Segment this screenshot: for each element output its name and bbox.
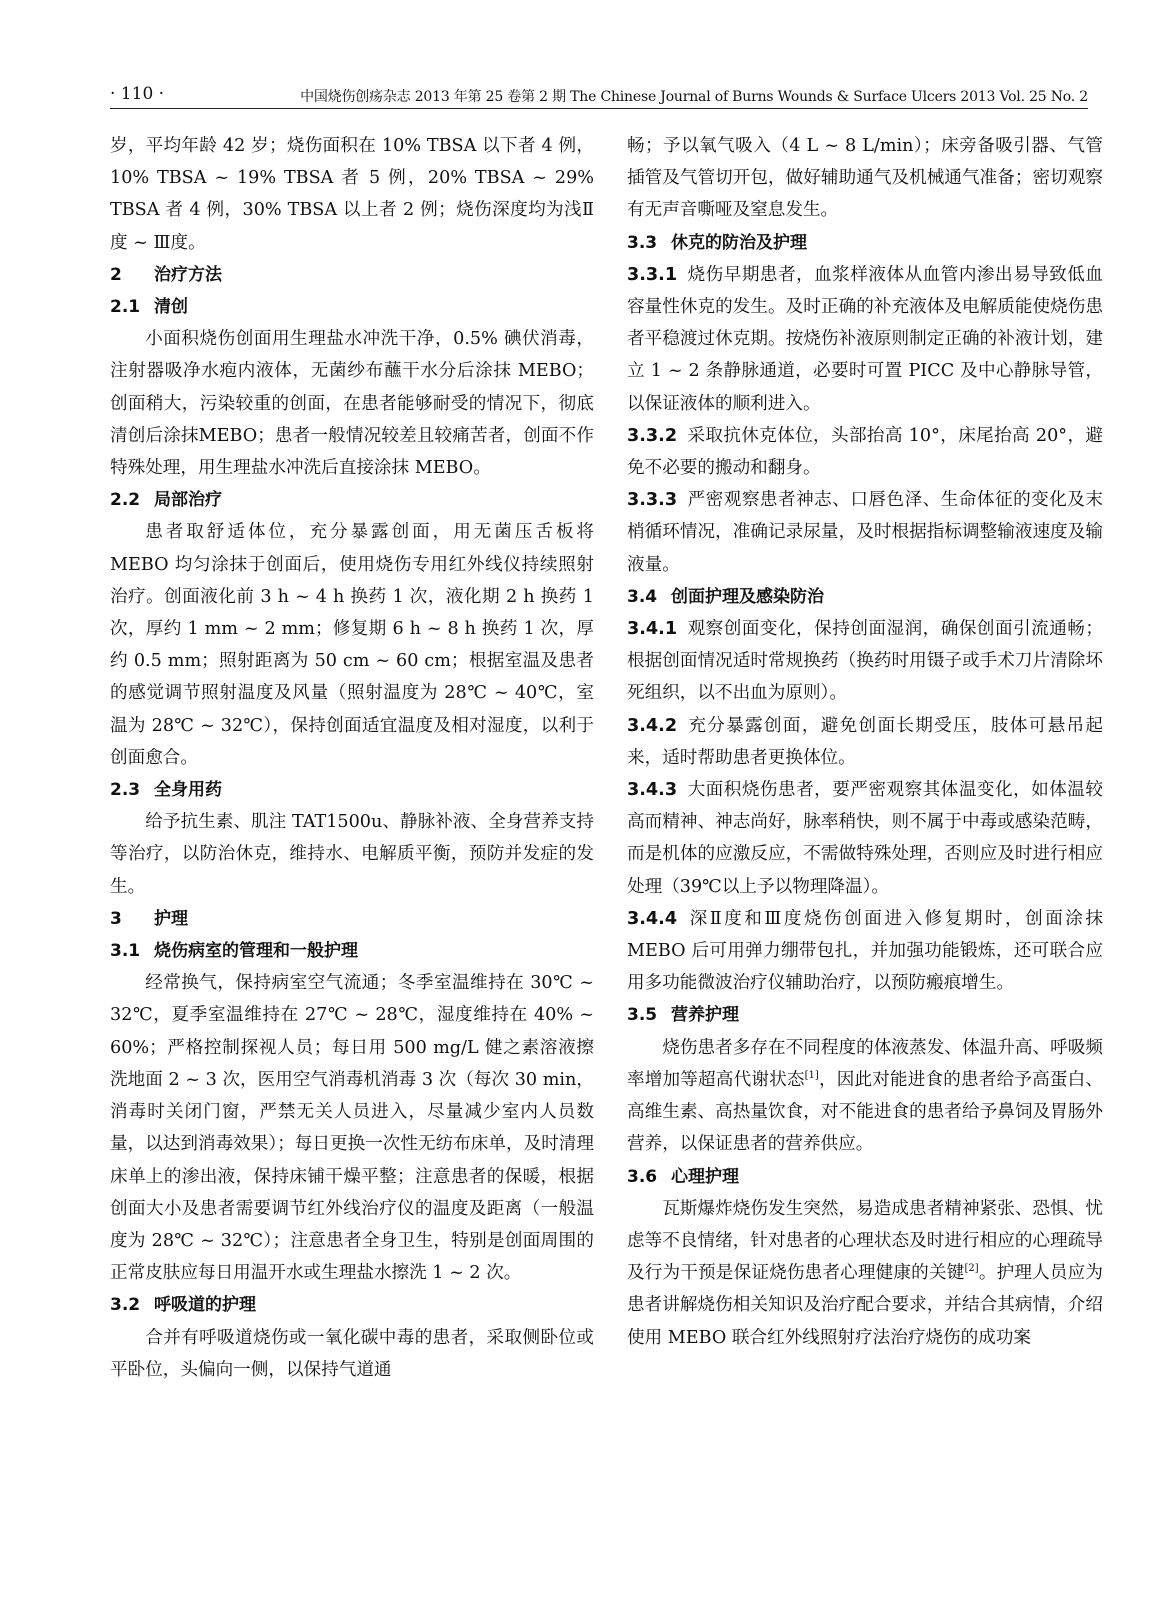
- paragraph-number: 3.4.1: [627, 619, 678, 640]
- section-title: 全身用药: [154, 780, 222, 801]
- paragraph: [627, 1032, 1103, 1161]
- section-number: 3.4: [627, 586, 658, 607]
- section-number: 3: [110, 908, 122, 929]
- subsection-heading: [627, 581, 1103, 613]
- section-number: 2.2: [110, 490, 141, 511]
- subsection-heading: [110, 1289, 594, 1321]
- subsection-heading: [110, 484, 594, 516]
- right-column: [627, 130, 1103, 1354]
- section-title: 烧伤病室的管理和一般护理: [154, 941, 358, 962]
- numbered-paragraph: [627, 420, 1103, 484]
- subsection-heading: [110, 291, 594, 323]
- citation-ref: [1]: [804, 1070, 819, 1082]
- paragraph-number: 3.4.2: [627, 715, 678, 736]
- paragraph-text: 瓦斯爆炸烧伤发生突然，易造成患者精神紧张、恐惧、忧虑等不良情绪，针对患者的心理状态及时进行相应的心理疏导及行为干预是保证烧伤患者心理健康的关键: [627, 1198, 1103, 1284]
- paragraph: 畅；予以氧气吸入（4 L ~ 8 L/min）；床旁备吸引器、气管插管及气管切开包，做好辅助通气及机械通气准备；密切观察有无声音嘶哑及窒息发生。: [627, 136, 1103, 221]
- section-number: 2.3: [110, 780, 141, 801]
- left-column: [110, 130, 594, 1386]
- paragraph-text: 烧伤早期患者，血浆样液体从血管内渗出易导致低血容量性休克的发生。及时正确的补充液体及电解质能使烧伤患者平稳渡过休克期。按烧伤补液原则制定正确的补液计划，建立 1 ~ 2 条静脉通道，必要时可置 PICC 及中心静脉导管，以保证液体的顺利进入。: [627, 264, 1103, 414]
- running-header: [110, 84, 1088, 108]
- numbered-paragraph: [627, 613, 1103, 710]
- numbered-paragraph: [627, 774, 1103, 903]
- page-number: · 110 ·: [110, 84, 165, 104]
- numbered-paragraph: [627, 710, 1103, 774]
- paragraph-text: 烧伤患者多存在不同程度的体液蒸发、体温升高、呼吸频率增加等超高代谢状态: [627, 1037, 1103, 1090]
- paragraph-text: 采取抗休克体位，头部抬高 10°，床尾抬高 20°，避免不必要的搬动和翻身。: [627, 425, 1103, 479]
- citation-ref: [2]: [964, 1263, 979, 1275]
- paragraph: 经常换气，保持病室空气流通；冬季室温维持在 30℃ ~ 32℃，夏季室温维持在 27℃ ~ 28℃，湿度维持在 40% ~ 60%；严格控制探视人员；每日用 500 mg/L 健之素溶液擦洗地面 2 ~ 3 次，医用空气消毒机消毒 3 次（每次 30 min，消毒时关闭门窗，严禁无关人员进入，尽量减少室内人员数量，以达到消毒效果）；每日更换一次性无纺布床单，及时清理床单上的渗出液，保持床铺干燥平整；注意患者的保暖，根据创面大小及患者需要调节红外线治疗仪的温度及距离（一般温度为 28℃ ~ 32℃）；注意患者全身卫生，特别是创面周围的正常皮肤应每日用温开水或生理盐水擦洗 1 ~ 2 次。: [110, 973, 594, 1284]
- paragraph: 小面积烧伤创面用生理盐水冲洗干净，0.5% 碘伏消毒，注射器吸净水疱内液体，无菌纱布蘸干水分后涂抹 MEBO；创面稍大，污染较重的创面，在患者能够耐受的情况下，彻底清创后涂抹MEBO；患者一般情况较差且较痛苦者，创面不作特殊处理，用生理盐水冲洗后直接涂抹 MEBO。: [110, 329, 594, 479]
- paragraph-text: 严密观察患者神志、口唇色泽、生命体征的变化及末梢循环情况，准确记录尿量，及时根据指标调整输液速度及输液量。: [627, 490, 1103, 575]
- paragraph: [627, 1193, 1103, 1354]
- numbered-paragraph: [627, 484, 1103, 581]
- section-number: 2: [110, 264, 122, 285]
- subsection-heading: [110, 935, 594, 967]
- section-title: 休克的防治及护理: [671, 232, 807, 253]
- paragraph-number: 3.4.4: [627, 908, 678, 929]
- section-title: 营养护理: [671, 1005, 739, 1026]
- paragraph-text: 大面积烧伤患者，要严密观察其体温变化，如体温较高而精神、神志尚好，脉率稍快，则不属于中毒或感染范畴，而是机体的应激反应，不需做特殊处理，否则应及时进行相应处理（39℃以上予以物理降温）。: [627, 780, 1103, 897]
- paragraph-text: 观察创面变化，保持创面湿润，确保创面引流通畅；根据创面情况适时常规换药（换药时用镊子或手术刀片清除坏死组织，以不出血为原则）。: [627, 619, 1103, 704]
- paragraph-number: 3.4.3: [627, 780, 678, 801]
- subsection-heading: [110, 774, 594, 806]
- paragraph-number: 3.3.3: [627, 490, 678, 511]
- section-number: 2.1: [110, 297, 141, 318]
- paragraph-number: 3.3.2: [627, 425, 678, 446]
- paragraph-text: 充分暴露创面，避免创面长期受压，肢体可悬吊起来，适时帮助患者更换体位。: [627, 715, 1103, 768]
- subsection-heading: [627, 1161, 1103, 1193]
- paragraph-number: 3.3.1: [627, 264, 678, 285]
- section-heading: [110, 903, 594, 935]
- subsection-heading: [627, 999, 1103, 1031]
- journal-running-title: 中国烧伤创疡杂志 2013 年第 25 卷第 2 期 The Chinese Journal of Burns Wounds & Surface Ulcers 2013 Vol. 25 No. 2: [300, 89, 1088, 105]
- paragraph: 合并有呼吸道烧伤或一氧化碳中毒的患者，采取侧卧位或平卧位，头偏向一侧，以保持气道通: [110, 1327, 594, 1380]
- section-title: 局部治疗: [154, 490, 222, 511]
- paragraph: 岁，平均年龄 42 岁；烧伤面积在 10% TBSA 以下者 4 例，10% TBSA ~ 19% TBSA 者 5 例，20% TBSA ~ 29% TBSA 者 4 例，30% TBSA 以上者 2 例；烧伤深度均为浅Ⅱ度 ~ Ⅲ度。: [110, 136, 594, 253]
- section-heading: [110, 259, 594, 291]
- section-title: 创面护理及感染防治: [671, 586, 824, 607]
- numbered-paragraph: [627, 903, 1103, 1000]
- section-title: 清创: [154, 297, 188, 318]
- section-number: 3.5: [627, 1005, 658, 1026]
- section-title: 护理: [154, 908, 188, 929]
- subsection-heading: [627, 227, 1103, 259]
- header-rule: [110, 108, 1088, 109]
- paragraph-text: 。护理人员应为患者讲解烧伤相关知识及治疗配合要求，并结合其病情，介绍使用 MEBO 联合红外线照射疗法治疗烧伤的成功案: [627, 1263, 1103, 1348]
- section-number: 3.1: [110, 941, 141, 962]
- section-number: 3.2: [110, 1295, 141, 1316]
- section-title: 心理护理: [671, 1166, 739, 1187]
- section-number: 3.3: [627, 232, 658, 253]
- section-number: 3.6: [627, 1166, 658, 1187]
- paragraph: 患者取舒适体位，充分暴露创面，用无菌压舌板将 MEBO 均匀涂抹于创面后，使用烧伤专用红外线仪持续照射治疗。创面液化前 3 h ~ 4 h 换药 1 次，液化期 2 h 换药 1 次，厚约 1 mm ~ 2 mm；修复期 6 h ~ 8 h 换药 1 次，厚约 0.5 mm；照射距离为 50 cm ~ 60 cm；根据室温及患者的感觉调节照射温度及风量（照射温度为 28℃ ~ 40℃，室温为 28℃ ~ 32℃），保持创面适宜温度及相对湿度，以利于创面愈合。: [110, 522, 594, 768]
- section-title: 呼吸道的护理: [154, 1295, 256, 1316]
- paragraph: 给予抗生素、肌注 TAT1500u、静脉补液、全身营养支持等治疗，以防治休克，维持水、电解质平衡，预防并发症的发生。: [110, 812, 594, 897]
- paragraph-text: 深Ⅱ度和Ⅲ度烧伤创面进入修复期时，创面涂抹 MEBO 后可用弹力绷带包扎，并加强功能锻炼，还可联合应用多功能微波治疗仪辅助治疗，以预防瘢痕增生。: [627, 908, 1103, 994]
- paragraph-text: ，因此对能进食的患者给予高蛋白、高维生素、高热量饮食，对不能进食的患者给予鼻饲及胃肠外营养，以保证患者的营养供应。: [627, 1069, 1103, 1155]
- numbered-paragraph: [627, 259, 1103, 420]
- section-title: 治疗方法: [154, 264, 222, 285]
